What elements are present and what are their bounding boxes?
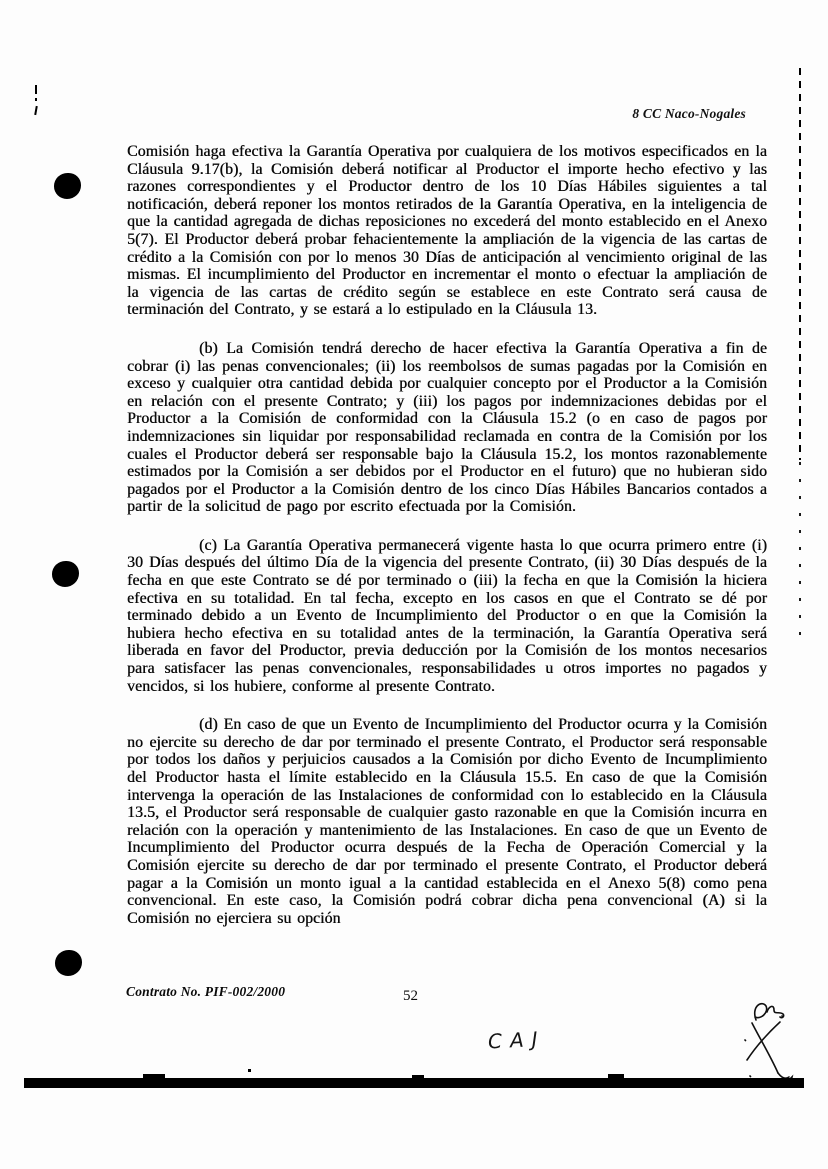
handwritten-signature-x-mark — [733, 996, 799, 1090]
right-edge-dashed-line — [799, 68, 801, 460]
hole-punch-dot — [52, 561, 79, 587]
page-number: 52 — [403, 988, 418, 1004]
hole-punch-dot — [55, 950, 82, 976]
handwritten-initials: CAJ — [487, 1026, 547, 1054]
scan-artifact-mark — [34, 106, 38, 115]
hole-punch-dot — [54, 173, 81, 199]
right-edge-dotted-line — [799, 462, 801, 637]
footer-contract-number: Contrato No. PIF-002/2000 — [126, 984, 286, 999]
body-paragraph-clause-b: (b) La Comisión tendrá derecho de hacer efectiva la Garantía Operativa a fin de cobrar (i) las penas convencionales; (ii) los reembolsos de sumas pagadas por la Comisión en exceso y cualquier otra cantidad debida por cualquier concepto por el Productor a la Comisión en relación con el presente Contrato; y (iii) los pagos por indemnizaciones debidas por el Productor a la Comisión de conformidad con la Cláusula 15.2 (o en caso de pagos por indemnizaciones sin liquidar por responsabilidad reclamada en contra de la Comisión por los cuales el Productor deberá ser responsable bajo la Cláusula 15.2, los montos razonablemente estimados por la Comisión a ser debidos por el Productor en el futuro) que no hubieran sido pagados por el Productor a la Comisión dentro de los cinco Días Hábiles Bancarios contados a partir de la solicitud de pago por escrito efectuada por la Comisión. — [127, 339, 767, 516]
page-header-title: 8 CC Naco-Nogales — [632, 106, 746, 121]
body-paragraph-continuation: Comisión haga efectiva la Garantía Operativa por cualquiera de los motivos especificados en la Cláusula 9.17(b), la Comisión deberá notificar al Productor el importe hecho efectivo y las razones correspondientes y el Productor dentro de los 10 Días Hábiles siguientes a tal notificación, deberá reponer los montos retirados de la Garantía Operativa, en la inteligencia de que la cantidad agregada de dichas reposiciones no excederá del monto establecido en el Anexo 5(7). El Productor deberá probar fehacientemente la ampliación de la vigencia de las cartas de crédito a la Comisión con por lo menos 30 Días de anticipación al vencimiento original de las mismas. El incumplimiento del Productor en incrementar el monto o efectuar la ampliación de la vigencia de las cartas de crédito según se establece en este Contrato será causa de terminación del Contrato, y se estará a lo estipulado en la Cláusula 13. — [127, 143, 767, 319]
body-paragraph-clause-d: (d) En caso de que un Evento de Incumplimiento del Productor ocurra y la Comisión no ejercite su derecho de dar por terminado el presente Contrato, el Productor será responsable por todos los daños y perjuicios causados a la Comisión por dicho Evento de Incumplimiento del Productor hasta el límite establecido en la Cláusula 15.5. En caso de que la Comisión intervenga la operación de las Instalaciones de conformidad con lo establecido en la Cláusula 13.5, el Productor será responsable de cualquier gasto razonable en que la Comisión incurra en relación con la operación y mantenimiento de las Instalaciones. En caso de que un Evento de Incumplimiento del Productor ocurra después de la Fecha de Operación Comercial y la Comisión ejercite su derecho de dar por terminado el presente Contrato, el Productor deberá pagar a la Comisión un monto igual a la cantidad establecida en el Anexo 5(8) como pena convencional. En este caso, la Comisión podrá cobrar dicha pena convencional (A) si la Comisión no ejerciera su opción — [127, 716, 767, 927]
body-paragraph-clause-c: (c) La Garantía Operativa permanecerá vigente hasta lo que ocurra primero entre (i) 30 Días después del último Día de la vigencia del presente Contrato, (ii) 30 Días después de la fecha en que este Contrato se dé por terminado o (iii) la fecha en que la Comisión la hiciera efectiva en su totalidad. En tal fecha, excepto en los casos en que el Contrato se dé por terminado debido a un Evento de Incumplimiento del Productor o en que la Comisión la hubiera hecho efectiva en su totalidad antes de la terminación, la Garantía Operativa será liberada en favor del Productor, previa deducción por la Comisión de los montos necesarios para satisfacer las penas convencionales, responsabilidades u otros importes no pagados y vencidos, si los hubiere, conforme al presente Contrato. — [127, 536, 767, 695]
scan-artifact-speck — [248, 1069, 251, 1072]
contract-body — [127, 143, 767, 948]
scan-bottom-bar — [24, 1078, 804, 1088]
scan-artifact-mark — [35, 85, 37, 94]
scan-artifact-mark — [35, 98, 37, 101]
